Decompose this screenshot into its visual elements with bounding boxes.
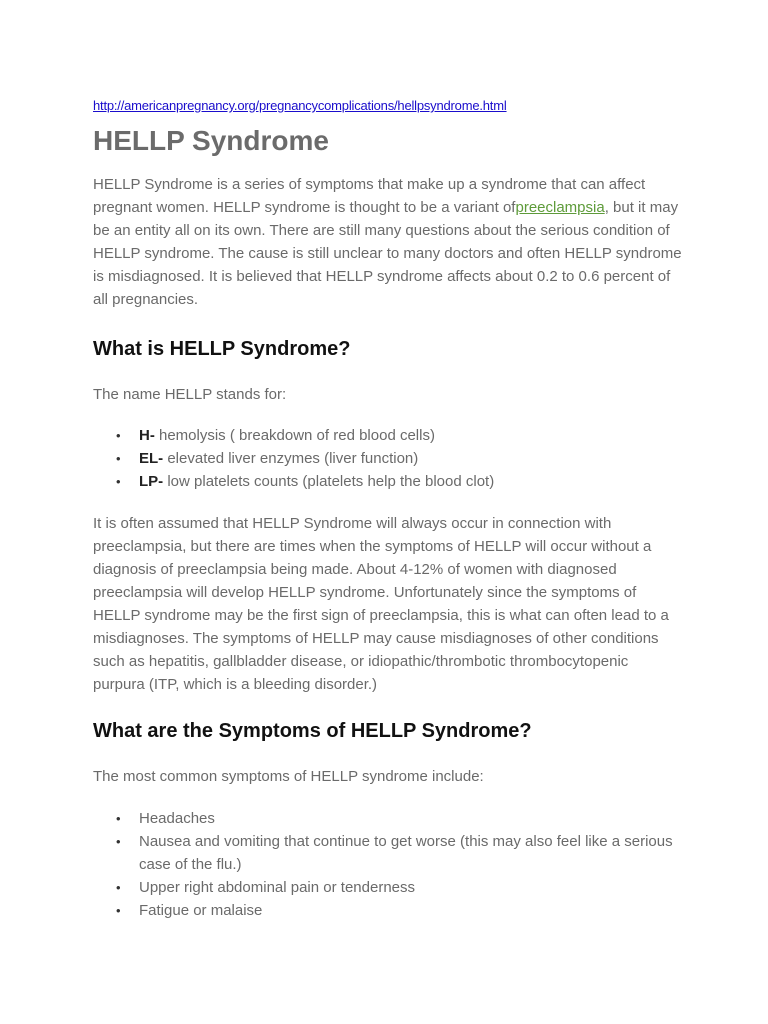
preeclampsia-connection-paragraph: It is often assumed that HELLP Syndrome will always occur in connection with preeclampsia, but there are times when the symptoms of HELLP will occur without a diagnosis of preeclampsia being made. About 4-12% of women with diagnosed preeclampsia will develop HELLP syndrome. Unfortunately since the symptoms of HELLP syndrome may be the first sign of preeclampsia, this is what can often lead to a misdiagnoses. The symptoms of HELLP may cause misdiagnoses of other conditions such as hepatitis, gallbladder disease, or idiopathic/thrombotic thrombocytopenic purpura (ITP, which is a bleeding disorder.): [93, 515, 669, 693]
symptoms-list: [93, 807, 683, 922]
source-url-link[interactable]: http://americanpregnancy.org/pregnancycomplications/hellpsyndrome.html: [93, 98, 507, 113]
acronym-abbr: EL-: [139, 450, 164, 467]
list-item: [116, 424, 683, 447]
list-item: [116, 470, 683, 493]
bullet-icon: •: [116, 474, 121, 489]
preeclampsia-link[interactable]: preeclampsia: [515, 199, 605, 216]
symptom-text: Headaches: [139, 810, 215, 827]
symptom-text: Upper right abdominal pain or tenderness: [139, 879, 415, 896]
acronym-abbr: LP-: [139, 473, 164, 490]
acronym-text: elevated liver enzymes (liver function): [163, 450, 419, 467]
intro-paragraph: [93, 173, 683, 311]
intro-text-after: , but it may be an entity all on its own. There are still many questions about the serious condition of HELLP syndrome. The cause is still unclear to many doctors and often HELLP syndrome is misdiagnosed. It is believed that HELLP syndrome affects about 0.2 to 0.6 percent of all pregnancies.: [93, 199, 682, 308]
bullet-icon: •: [116, 834, 121, 849]
symptoms-lead: The most common symptoms of HELLP syndrome include:: [93, 768, 484, 785]
acronym-text: low platelets counts (platelets help the blood clot): [163, 473, 495, 490]
bullet-icon: •: [116, 811, 121, 826]
list-item: [116, 830, 683, 876]
bullet-icon: •: [116, 451, 121, 466]
list-item: [116, 447, 683, 470]
section-heading-what-is: What is HELLP Syndrome?: [93, 338, 351, 360]
bullet-icon: •: [116, 428, 121, 443]
page-title: HELLP Syndrome: [93, 125, 329, 156]
bullet-icon: •: [116, 880, 121, 895]
acronym-abbr: H-: [139, 427, 155, 444]
article: [93, 96, 683, 922]
hellp-acronym-list: [93, 424, 683, 493]
list-item: [116, 876, 683, 899]
symptom-text: Fatigue or malaise: [139, 902, 263, 919]
intro-text-before: HELLP Syndrome is a series of symptoms that make up a syndrome that can affect pregnant women. HELLP syndrome is thought to be a variant of: [93, 176, 646, 216]
section-heading-symptoms: What are the Symptoms of HELLP Syndrome?: [93, 720, 532, 742]
bullet-icon: •: [116, 903, 121, 918]
hellp-stands-for-lead: The name HELLP stands for:: [93, 386, 287, 403]
acronym-text: hemolysis ( breakdown of red blood cells): [154, 427, 435, 444]
list-item: [116, 807, 683, 830]
list-item: [116, 899, 683, 922]
symptom-text: Nausea and vomiting that continue to get worse (this may also feel like a serious case of the flu.): [139, 833, 673, 873]
